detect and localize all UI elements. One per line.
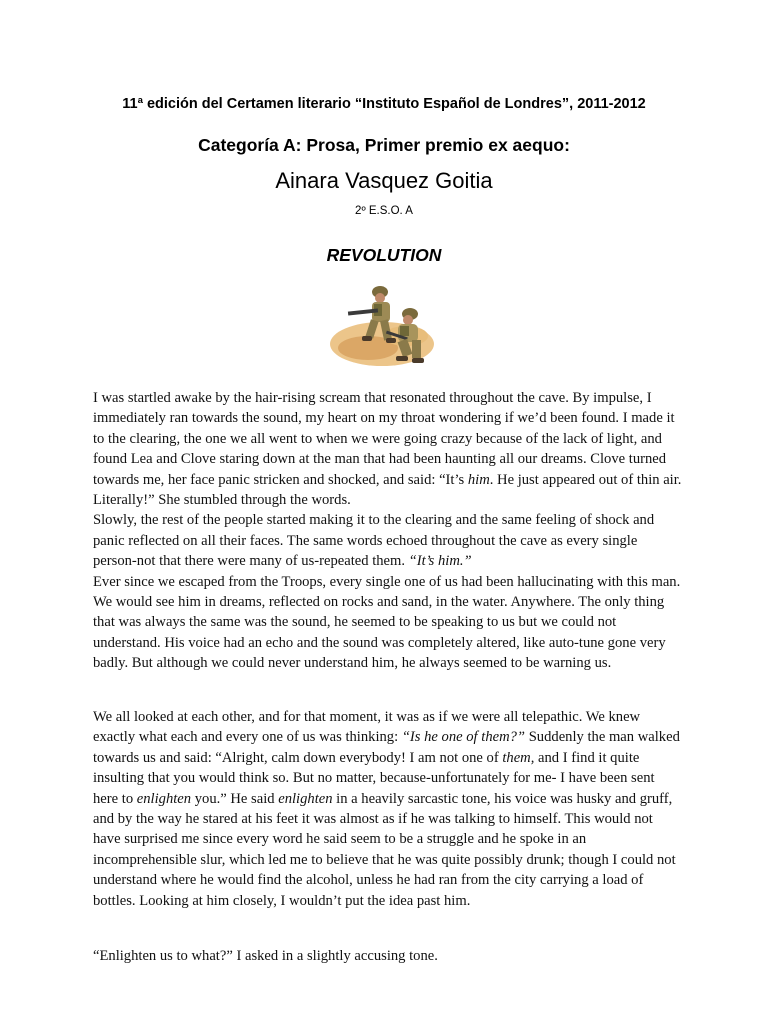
story-closing	[93, 946, 683, 966]
paragraph-1: I was startled awake by the hair-rising scream that resonated throughout the cave. By impulse, I immediately ran towards the sound, my heart on my throat wondering if we’d been found. I made it to the clearing, the one we all went to when we were going crazy because of the lack of light, and found Lea and Clove staring down at the man that had been haunting all our dreams. Clove turned towards me, her face panic stricken and shocked, and said: “It’s him. He just appeared out of thin air. Literally!” She stumbled through the words.	[93, 390, 682, 509]
author-name: Ainara Vasquez Goitia	[275, 168, 493, 193]
edition-heading: 11ª edición del Certamen literario “Instituto Español de Londres”, 2011-2012	[122, 96, 646, 112]
story-opening	[93, 388, 683, 674]
category-heading: Categoría A: Prosa, Primer premio ex aequo:	[198, 135, 570, 155]
paragraph-5: “Enlighten us to what?” I asked in a slightly accusing tone.	[93, 948, 438, 964]
paragraph-3: Ever since we escaped from the Troops, every single one of us had been hallucinating with this man. We would see him in dreams, reflected on rocks and sand, in the water. Anywhere. The only thing that was always the same was the sound, he seemed to be speaking to us but we could not understand. His voice had an echo and the sound was completely altered, like auto-tune gone very badly. But although we could never understand him, he always seemed to be warning us.	[93, 573, 681, 672]
story-middle	[93, 707, 683, 911]
story-title: REVOLUTION	[326, 245, 442, 265]
paragraph-2: Slowly, the rest of the people started making it to the clearing and the same feeling of shock and panic reflected on all their faces. The same words echoed throughout the cave as every single person-not that there were many of us-repeated them. “It’s him.”	[93, 512, 655, 570]
soldiers-clipart-icon	[320, 272, 444, 372]
paragraph-4: We all looked at each other, and for that moment, it was as if we were all telepathic. We knew exactly what each and every one of us was thinking: “Is he one of them?” Suddenly the man walked towards us and said: “Alright, calm down everybody! I am not one of them, and I find it quite insulting that you would think so. But no matter, because-unfortunately for me- I have been sent here to enlighten you.” He said enlighten in a heavily sarcastic tone, his voice was husky and gruff, and by the way he stared at his feet it was almost as if he was talking to himself. This would not have surprised me since every word he said seem to be a struggle and he spoke in an incomprehensible slur, which led me to believe that he was quite possibly drunk; though I could not understand where he would find the alcohol, unless he had ran from the city carrying a load of bottles. Looking at him closely, I wouldn’t put the idea past him.	[93, 709, 680, 909]
grade-label: 2º E.S.O. A	[355, 205, 413, 217]
